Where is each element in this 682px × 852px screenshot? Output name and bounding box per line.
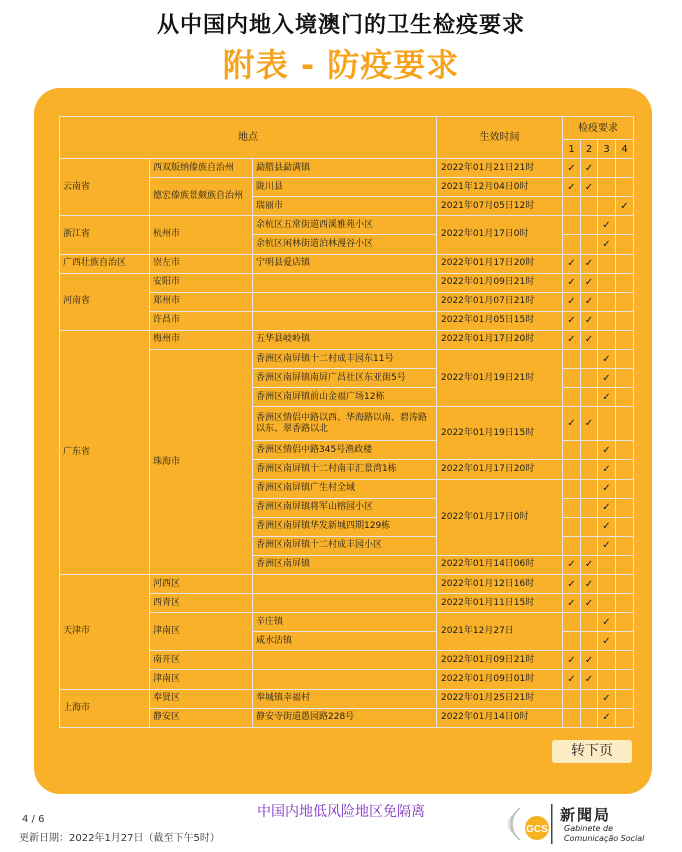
check-mark-cell (616, 689, 634, 708)
area-cell: 香洲区南屏镇 (253, 555, 437, 574)
area-cell (253, 670, 437, 689)
city-cell: 崇左市 (150, 254, 253, 273)
area-cell: 香洲区情侣中路345号渔政楼 (253, 441, 437, 460)
check-mark-cell (563, 536, 581, 555)
table-body (60, 159, 634, 728)
area-cell: 瑞丽市 (253, 197, 437, 216)
area-cell: 余杭区闲林街道泊林漫谷小区 (253, 235, 437, 254)
area-cell: 奉城镇幸福村 (253, 689, 437, 708)
place-header: 地点 (60, 117, 437, 159)
check-mark-cell (563, 689, 581, 708)
area-cell (253, 651, 437, 670)
check-mark-cell (616, 369, 634, 388)
check-mark-cell (598, 254, 616, 273)
check-mark-cell (563, 708, 581, 727)
check-mark-cell (616, 441, 634, 460)
check-mark-cell (581, 498, 598, 517)
effective-date-cell: 2022年01月17日20时 (437, 254, 563, 273)
check-mark-cell: ✓ (563, 273, 581, 292)
check-mark-cell: ✓ (563, 311, 581, 330)
table-row (60, 330, 634, 349)
area-cell: 香洲区南屏镇南屏广昌社区东亚街5号 (253, 369, 437, 388)
check-mark-cell (616, 159, 634, 178)
check-mark-cell: ✓ (563, 594, 581, 613)
area-cell (253, 292, 437, 311)
check-mark-cell (616, 651, 634, 670)
city-cell: 奉贤区 (150, 689, 253, 708)
req-number-header: 2 (581, 140, 598, 159)
check-mark-cell (598, 311, 616, 330)
check-mark-cell (563, 517, 581, 536)
check-mark-cell (616, 670, 634, 689)
check-mark-cell: ✓ (598, 708, 616, 727)
check-mark-cell (598, 407, 616, 441)
effective-date-cell: 2022年01月17日20时 (437, 330, 563, 349)
check-mark-cell (616, 350, 634, 369)
check-mark-cell: ✓ (598, 369, 616, 388)
province-cell: 天津市 (60, 574, 150, 689)
area-cell: 香洲区南屏镇华发新城四期129栋 (253, 517, 437, 536)
effective-date-cell: 2022年01月14日06时 (437, 555, 563, 574)
check-mark-cell (598, 670, 616, 689)
check-mark-cell: ✓ (581, 555, 598, 574)
requirements-table (59, 116, 634, 728)
table-row (60, 159, 634, 178)
province-cell: 云南省 (60, 159, 150, 216)
area-cell: 勐腊县勐满镇 (253, 159, 437, 178)
city-cell: 珠海市 (150, 350, 253, 575)
city-cell: 河西区 (150, 574, 253, 593)
check-mark-cell: ✓ (581, 407, 598, 441)
check-mark-cell: ✓ (581, 330, 598, 349)
check-mark-cell (598, 330, 616, 349)
check-mark-cell (616, 330, 634, 349)
area-cell: 陇川县 (253, 178, 437, 197)
check-mark-cell (598, 555, 616, 574)
check-mark-cell (581, 613, 598, 632)
check-mark-cell (581, 441, 598, 460)
check-mark-cell (581, 460, 598, 479)
check-mark-cell: ✓ (581, 159, 598, 178)
check-mark-cell (616, 460, 634, 479)
check-mark-cell: ✓ (598, 498, 616, 517)
header-row-1 (60, 117, 634, 140)
effective-date-cell: 2022年01月09日01时 (437, 670, 563, 689)
area-cell: 辛庄镇 (253, 613, 437, 632)
area-cell (253, 273, 437, 292)
check-mark-cell: ✓ (563, 330, 581, 349)
city-cell: 德宏傣族景颇族自治州 (150, 178, 253, 216)
check-mark-cell (563, 388, 581, 407)
logo-subtitle-line1: Gabinete de (564, 824, 613, 833)
check-mark-cell: ✓ (598, 235, 616, 254)
check-mark-cell (616, 292, 634, 311)
check-mark-cell (581, 632, 598, 651)
area-cell: 香洲区南屏镇前山金福广场12栋 (253, 388, 437, 407)
area-cell (253, 594, 437, 613)
effective-date-cell: 2022年01月05日15时 (437, 311, 563, 330)
page-title: 从中国内地入境澳门的卫生检疫要求 (156, 13, 525, 38)
req-number-header: 1 (563, 140, 581, 159)
low-risk-banner: 中国内地低风险地区免隔离 (257, 804, 425, 820)
check-mark-cell: ✓ (563, 292, 581, 311)
check-mark-cell: ✓ (598, 536, 616, 555)
check-mark-cell: ✓ (563, 178, 581, 197)
check-mark-cell: ✓ (581, 651, 598, 670)
effective-date-cell: 2022年01月09日21时 (437, 651, 563, 670)
area-cell: 香洲区南屏镇十二村南丰汇景湾1栋 (253, 460, 437, 479)
check-mark-cell (616, 235, 634, 254)
check-mark-cell (598, 292, 616, 311)
province-cell: 广西壮族自治区 (60, 254, 150, 273)
check-mark-cell: ✓ (563, 407, 581, 441)
effective-date-cell: 2022年01月17日20时 (437, 460, 563, 479)
city-cell: 许昌市 (150, 311, 253, 330)
city-cell: 津南区 (150, 670, 253, 689)
update-date: 更新日期：2022年1月27日（截至下午5时） (19, 833, 220, 844)
next-page-button[interactable]: 转下页 (552, 740, 632, 763)
table-row (60, 216, 634, 235)
logo-mark-text: GCS (526, 824, 548, 835)
area-cell: 香洲区南屏镇十二村成丰园小区 (253, 536, 437, 555)
check-mark-cell: ✓ (581, 178, 598, 197)
city-cell: 西双版纳傣族自治州 (150, 159, 253, 178)
check-mark-cell (563, 632, 581, 651)
effective-date-cell: 2022年01月17日0时 (437, 216, 563, 254)
area-cell: 五华县岐岭镇 (253, 330, 437, 349)
check-mark-cell (581, 369, 598, 388)
area-cell: 香洲区南屏镇将军山榕园小区 (253, 498, 437, 517)
area-cell: 咸水沽镇 (253, 632, 437, 651)
effective-date-cell: 2022年01月17日0时 (437, 479, 563, 555)
effective-date-cell: 2022年01月14日0时 (437, 708, 563, 727)
check-mark-cell (616, 273, 634, 292)
logo-name: 新聞局 (560, 806, 612, 824)
check-mark-cell (563, 479, 581, 498)
province-cell: 河南省 (60, 273, 150, 330)
check-mark-cell (598, 178, 616, 197)
check-mark-cell (563, 460, 581, 479)
check-mark-cell: ✓ (598, 460, 616, 479)
check-mark-cell: ✓ (563, 574, 581, 593)
check-mark-cell (616, 632, 634, 651)
logo-subtitle-line2: Comunicação Social (564, 834, 645, 843)
effective-date-cell: 2022年01月19日21时 (437, 350, 563, 407)
area-cell: 余杭区五常街道西溪雅苑小区 (253, 216, 437, 235)
table-row (60, 574, 634, 593)
check-mark-cell (581, 517, 598, 536)
check-mark-cell: ✓ (581, 594, 598, 613)
area-cell (253, 311, 437, 330)
check-mark-cell (598, 594, 616, 613)
check-mark-cell: ✓ (598, 388, 616, 407)
check-mark-cell: ✓ (616, 197, 634, 216)
req-number-header: 3 (598, 140, 616, 159)
check-mark-cell (616, 574, 634, 593)
check-mark-cell (563, 369, 581, 388)
area-cell: 静安寺街道愚园路228号 (253, 708, 437, 727)
check-mark-cell (581, 235, 598, 254)
effective-date-cell: 2021年07月05日12时 (437, 197, 563, 216)
effective-time-header: 生效时间 (437, 117, 563, 159)
effective-date-cell: 2021年12月04日0时 (437, 178, 563, 197)
check-mark-cell: ✓ (581, 311, 598, 330)
check-mark-cell (581, 216, 598, 235)
check-mark-cell (616, 594, 634, 613)
city-cell: 西青区 (150, 594, 253, 613)
check-mark-cell (616, 517, 634, 536)
check-mark-cell (598, 273, 616, 292)
check-mark-cell: ✓ (563, 254, 581, 273)
city-cell: 南开区 (150, 651, 253, 670)
check-mark-cell: ✓ (581, 292, 598, 311)
req-number-header: 4 (616, 140, 634, 159)
province-cell: 上海市 (60, 689, 150, 727)
check-mark-cell: ✓ (598, 689, 616, 708)
province-cell: 广东省 (60, 330, 150, 574)
check-mark-cell (616, 708, 634, 727)
requirements-header: 检疫要求 (563, 117, 634, 140)
check-mark-cell: ✓ (581, 574, 598, 593)
page-indicator: 4 / 6 (22, 814, 45, 825)
check-mark-cell: ✓ (598, 441, 616, 460)
effective-date-cell: 2022年01月09日21时 (437, 273, 563, 292)
check-mark-cell: ✓ (563, 670, 581, 689)
check-mark-cell: ✓ (598, 517, 616, 536)
check-mark-cell (616, 254, 634, 273)
city-cell: 杭州市 (150, 216, 253, 254)
area-cell: 宁明县爱店镇 (253, 254, 437, 273)
check-mark-cell (581, 689, 598, 708)
area-cell: 香洲区情侣中路以西、华海路以南、碧涛路以东、翠香路以北 (253, 407, 437, 441)
gcs-logo-icon (506, 802, 554, 846)
check-mark-cell (616, 479, 634, 498)
check-mark-cell: ✓ (581, 254, 598, 273)
check-mark-cell: ✓ (563, 555, 581, 574)
effective-date-cell: 2022年01月21日21时 (437, 159, 563, 178)
check-mark-cell (581, 536, 598, 555)
check-mark-cell: ✓ (581, 670, 598, 689)
check-mark-cell (598, 197, 616, 216)
check-mark-cell (563, 498, 581, 517)
area-cell: 香洲区南屏镇十二村成丰园东11号 (253, 350, 437, 369)
check-mark-cell (598, 651, 616, 670)
check-mark-cell (598, 574, 616, 593)
check-mark-cell (616, 407, 634, 441)
check-mark-cell: ✓ (598, 350, 616, 369)
check-mark-cell (563, 235, 581, 254)
city-cell: 梅州市 (150, 330, 253, 349)
check-mark-cell (581, 479, 598, 498)
page-subtitle: 附表 - 防疫要求 (222, 46, 460, 84)
check-mark-cell (563, 613, 581, 632)
table-row (60, 689, 634, 708)
effective-date-cell: 2022年01月25日21时 (437, 689, 563, 708)
effective-date-cell: 2022年01月19日15时 (437, 407, 563, 460)
check-mark-cell (581, 197, 598, 216)
check-mark-cell: ✓ (598, 613, 616, 632)
check-mark-cell: ✓ (563, 651, 581, 670)
effective-date-cell: 2022年01月07日21时 (437, 292, 563, 311)
check-mark-cell (581, 708, 598, 727)
check-mark-cell (616, 216, 634, 235)
city-cell: 静安区 (150, 708, 253, 727)
check-mark-cell: ✓ (563, 159, 581, 178)
area-cell (253, 574, 437, 593)
check-mark-cell (616, 178, 634, 197)
check-mark-cell (598, 159, 616, 178)
check-mark-cell (616, 388, 634, 407)
check-mark-cell (581, 388, 598, 407)
check-mark-cell (616, 498, 634, 517)
check-mark-cell (563, 216, 581, 235)
check-mark-cell (616, 555, 634, 574)
province-cell: 浙江省 (60, 216, 150, 254)
check-mark-cell (616, 311, 634, 330)
check-mark-cell (563, 197, 581, 216)
check-mark-cell (616, 613, 634, 632)
effective-date-cell: 2021年12月27日 (437, 613, 563, 651)
check-mark-cell (581, 350, 598, 369)
check-mark-cell (563, 350, 581, 369)
check-mark-cell: ✓ (598, 479, 616, 498)
city-cell: 安阳市 (150, 273, 253, 292)
effective-date-cell: 2022年01月11日15时 (437, 594, 563, 613)
area-cell: 香洲区南屏镇广生村全域 (253, 479, 437, 498)
check-mark-cell (563, 441, 581, 460)
city-cell: 津南区 (150, 613, 253, 651)
table-row (60, 273, 634, 292)
effective-date-cell: 2022年01月12日16时 (437, 574, 563, 593)
table-row (60, 254, 634, 273)
check-mark-cell (616, 536, 634, 555)
check-mark-cell: ✓ (598, 632, 616, 651)
city-cell: 郑州市 (150, 292, 253, 311)
check-mark-cell: ✓ (598, 216, 616, 235)
check-mark-cell: ✓ (581, 273, 598, 292)
